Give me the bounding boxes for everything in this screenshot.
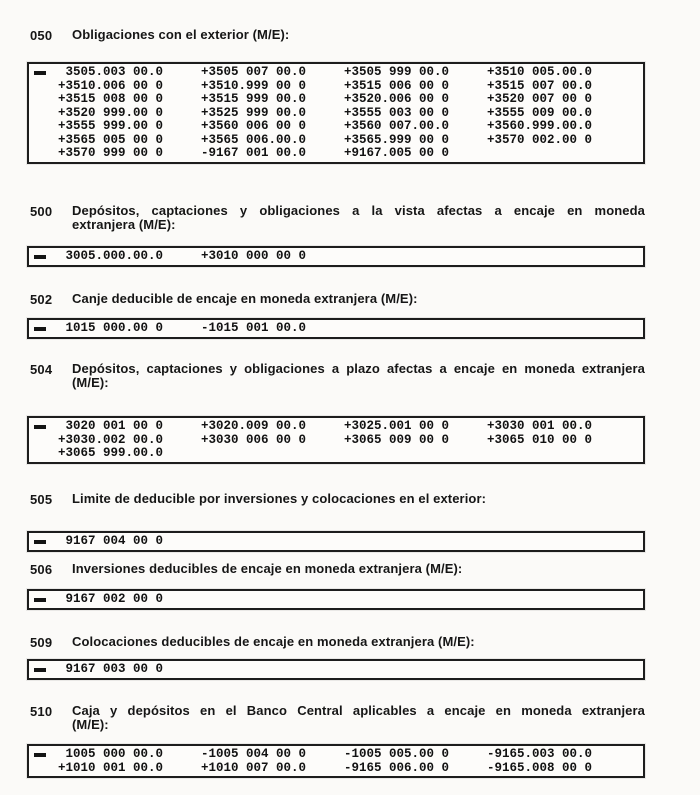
code-row	[58, 663, 641, 677]
code-row	[58, 593, 641, 607]
code-cell: +3510.006 00 0	[58, 78, 164, 93]
code-cell: +3515 999 00.0	[201, 92, 307, 106]
section-050-code-box	[27, 62, 645, 164]
code-row	[58, 447, 641, 461]
code-cell: +3565 005 00 0	[58, 132, 164, 147]
code-cell: -9167 001 00.0	[201, 146, 307, 160]
code-cell: 3005.000.00.0	[58, 249, 164, 263]
code-cell: +3510.999 00 0	[201, 78, 307, 93]
code-cell: +3555 999.00 0	[58, 119, 164, 133]
code-cell: +3030 001 00.0	[487, 419, 593, 433]
section-505-number: 505	[30, 492, 53, 507]
section-050-number: 050	[30, 28, 53, 43]
code-row	[58, 66, 641, 80]
code-cell: +3560 007.00.0	[344, 119, 450, 133]
title-line: Caja y depósitos en el Banco Central aplicables a encaje en moneda extranjera	[72, 703, 645, 718]
code-row	[58, 535, 641, 549]
code-row	[58, 120, 641, 134]
code-cell: +3515 007 00.0	[487, 78, 593, 93]
code-cell: +3030 006 00 0	[201, 432, 307, 447]
code-cell: +3565 006.00.0	[201, 132, 307, 147]
code-cell: -9165.008 00 0	[487, 760, 593, 775]
section-505-title	[72, 492, 645, 506]
code-cell: +3065 009 00 0	[344, 432, 450, 447]
section-500-number: 500	[30, 204, 53, 219]
code-cell: +3525 999 00.0	[201, 105, 307, 120]
code-cell: +3510 005.00.0	[487, 65, 593, 79]
title-line: Inversiones deducibles de encaje en moneda extranjera (M/E):	[72, 561, 463, 576]
section-510-code-box	[27, 744, 645, 778]
code-cell: +3515 006 00 0	[344, 78, 450, 93]
section-502-number: 502	[30, 292, 53, 307]
section-510-title	[72, 704, 645, 731]
code-cell: +3065 010 00 0	[487, 432, 593, 447]
code-cell: -9165.003 00.0	[487, 747, 593, 761]
title-line: Depósitos, captaciones y obligaciones a la vista afectas a encaje en moneda	[72, 203, 645, 218]
code-row	[58, 420, 641, 434]
code-cell: +3505 007 00.0	[201, 65, 307, 79]
code-cell: +3570 002.00 0	[487, 132, 593, 147]
section-500-code-rows	[29, 248, 643, 265]
title-line: Depósitos, captaciones y obligaciones a plazo afectas a encaje en moneda extranjera	[72, 361, 645, 376]
code-row	[58, 748, 641, 762]
code-row	[58, 134, 641, 148]
code-row	[58, 434, 641, 448]
title-line: (M/E):	[72, 374, 109, 390]
equals-marker-icon	[34, 595, 46, 602]
section-500-title	[72, 204, 645, 231]
section-510-code-rows	[29, 746, 643, 776]
code-cell: +3520 007 00 0	[487, 92, 593, 106]
code-cell: 9167 002 00 0	[58, 592, 164, 606]
section-505-code-box	[27, 531, 645, 552]
section-502-code-rows	[29, 320, 643, 337]
code-cell: +3030.002 00.0	[58, 432, 164, 447]
code-cell: +3565.999 00 0	[344, 132, 450, 147]
code-row	[58, 762, 641, 776]
section-050-code-rows	[29, 64, 643, 162]
code-row	[58, 93, 641, 107]
section-510-number: 510	[30, 704, 53, 719]
code-cell: 9167 004 00 0	[58, 534, 164, 548]
section-509-title	[72, 635, 645, 649]
code-cell: +3520.006 00 0	[344, 92, 450, 106]
title-line: Canje deducible de encaje en moneda extranjera (M/E):	[72, 291, 418, 306]
code-cell: +3555 009 00.0	[487, 105, 593, 120]
code-row	[58, 322, 641, 336]
section-506-code-box	[27, 589, 645, 610]
equals-marker-icon	[34, 324, 46, 331]
section-504-number: 504	[30, 362, 53, 377]
code-cell: -1005 005.00 0	[344, 747, 450, 761]
code-cell: +3065 999.00.0	[58, 446, 164, 460]
code-cell: 1005 000 00.0	[58, 747, 164, 761]
title-line: Colocaciones deducibles de encaje en moneda extranjera (M/E):	[72, 634, 475, 649]
section-509-code-rows	[29, 661, 643, 678]
equals-marker-icon	[34, 422, 46, 429]
section-504-title	[72, 362, 645, 389]
section-505-code-rows	[29, 533, 643, 550]
code-row	[58, 250, 641, 264]
equals-marker-icon	[34, 252, 46, 259]
section-506-title	[72, 562, 645, 576]
code-row	[58, 107, 641, 121]
equals-marker-icon	[34, 68, 46, 75]
title-line: (M/E):	[72, 716, 109, 732]
code-cell: +3560.999.00.0	[487, 119, 593, 133]
code-cell: +3025.001 00 0	[344, 419, 450, 433]
code-cell: 9167 003 00 0	[58, 662, 164, 676]
code-cell: -9165 006.00 0	[344, 760, 450, 775]
code-cell: -1005 004 00 0	[201, 747, 307, 761]
code-cell: +3520 999.00 0	[58, 105, 164, 120]
section-506-number: 506	[30, 562, 53, 577]
title-line: Obligaciones con el exterior (M/E):	[72, 27, 290, 42]
code-cell: +1010 007 00.0	[201, 760, 307, 775]
section-502-title	[72, 292, 645, 306]
section-509-number: 509	[30, 635, 53, 650]
section-509-code-box	[27, 659, 645, 680]
code-cell: 1015 000.00 0	[58, 321, 164, 335]
code-cell: -1015 001 00.0	[201, 321, 307, 335]
section-504-code-box	[27, 416, 645, 464]
section-500-code-box	[27, 246, 645, 267]
code-cell: +3020.009 00.0	[201, 419, 307, 433]
section-504-code-rows	[29, 418, 643, 462]
code-cell: +9167.005 00 0	[344, 146, 450, 160]
code-row	[58, 80, 641, 94]
code-cell: +3560 006 00 0	[201, 119, 307, 133]
equals-marker-icon	[34, 537, 46, 544]
title-line: extranjera (M/E):	[72, 216, 176, 232]
code-cell: +1010 001 00.0	[58, 760, 164, 775]
code-row	[58, 147, 641, 161]
section-502-code-box	[27, 318, 645, 339]
code-cell: 3020 001 00 0	[58, 419, 164, 433]
title-line: Limite de deducible por inversiones y colocaciones en el exterior:	[72, 491, 487, 506]
code-cell: +3555 003 00 0	[344, 105, 450, 120]
equals-marker-icon	[34, 750, 46, 757]
section-050-title	[72, 28, 645, 42]
code-cell: +3505 999 00.0	[344, 65, 450, 79]
code-cell: 3505.003 00.0	[58, 65, 164, 79]
code-cell: +3570 999 00 0	[58, 146, 164, 160]
section-506-code-rows	[29, 591, 643, 608]
equals-marker-icon	[34, 665, 46, 672]
code-cell: +3010 000 00 0	[201, 249, 307, 263]
code-cell: +3515 008 00 0	[58, 92, 164, 106]
